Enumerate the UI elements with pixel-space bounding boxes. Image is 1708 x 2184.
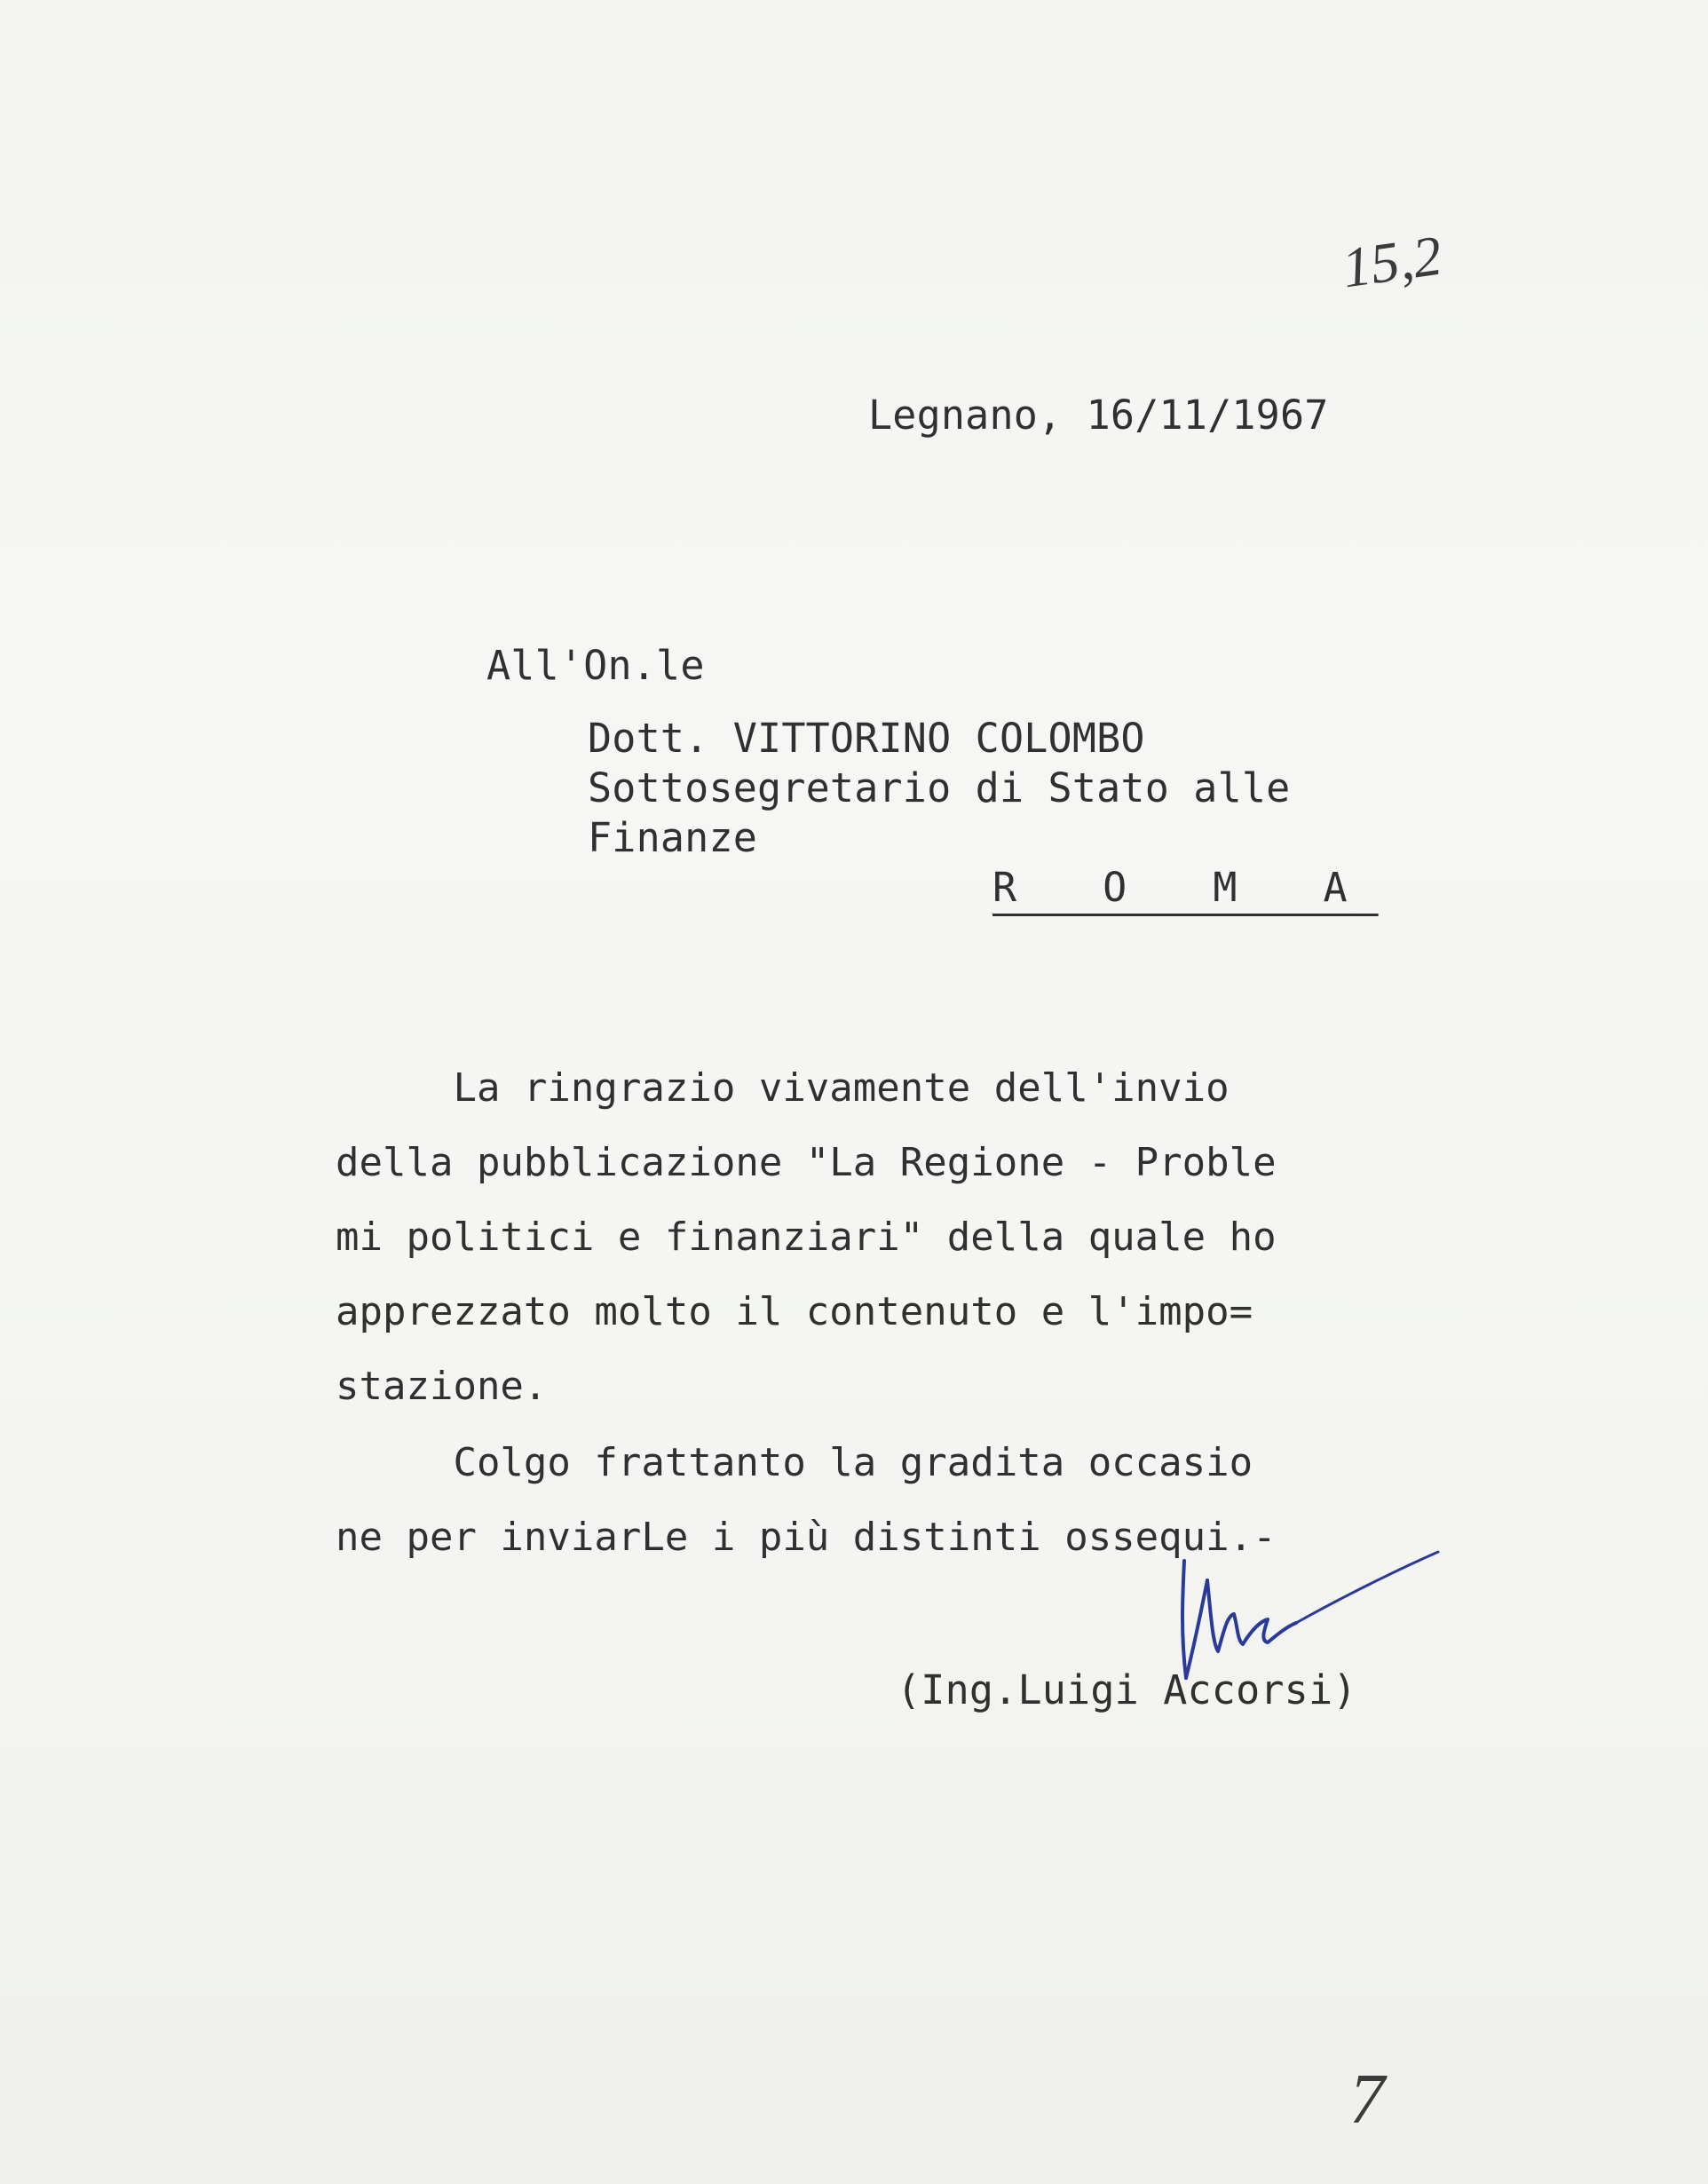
handwritten-page-number: 7 — [1349, 2061, 1385, 2139]
recipient-name: Dott. VITTORINO COLOMBO — [588, 715, 1145, 762]
salutation: All'On.le — [486, 642, 705, 689]
recipient-title-line2: Finanze — [588, 814, 758, 861]
recipient-city: R O M A — [992, 864, 1379, 911]
recipient-title-line1: Sottosegretario di Stato alle — [588, 764, 1291, 811]
body-line: della pubblicazione "La Regione - Proble — [336, 1140, 1277, 1185]
body-line: stazione. — [336, 1364, 548, 1409]
handwritten-annotation: 15,2 — [1338, 223, 1446, 300]
date-line: Legnano, 16/11/1967 — [868, 392, 1329, 439]
body-line: La ringrazio vivamente dell'invio — [336, 1065, 1230, 1111]
body-line: ne per inviarLe i più distinti ossequi.- — [336, 1515, 1277, 1560]
body-line: mi politici e finanziari" della quale ho — [336, 1215, 1277, 1260]
body-line: Colgo frattanto la gradita occasio — [336, 1440, 1253, 1485]
body-line: apprezzato molto il contenuto e l'impo= — [336, 1289, 1253, 1334]
signature-name: (Ing.Luigi Accorsi) — [897, 1666, 1357, 1713]
